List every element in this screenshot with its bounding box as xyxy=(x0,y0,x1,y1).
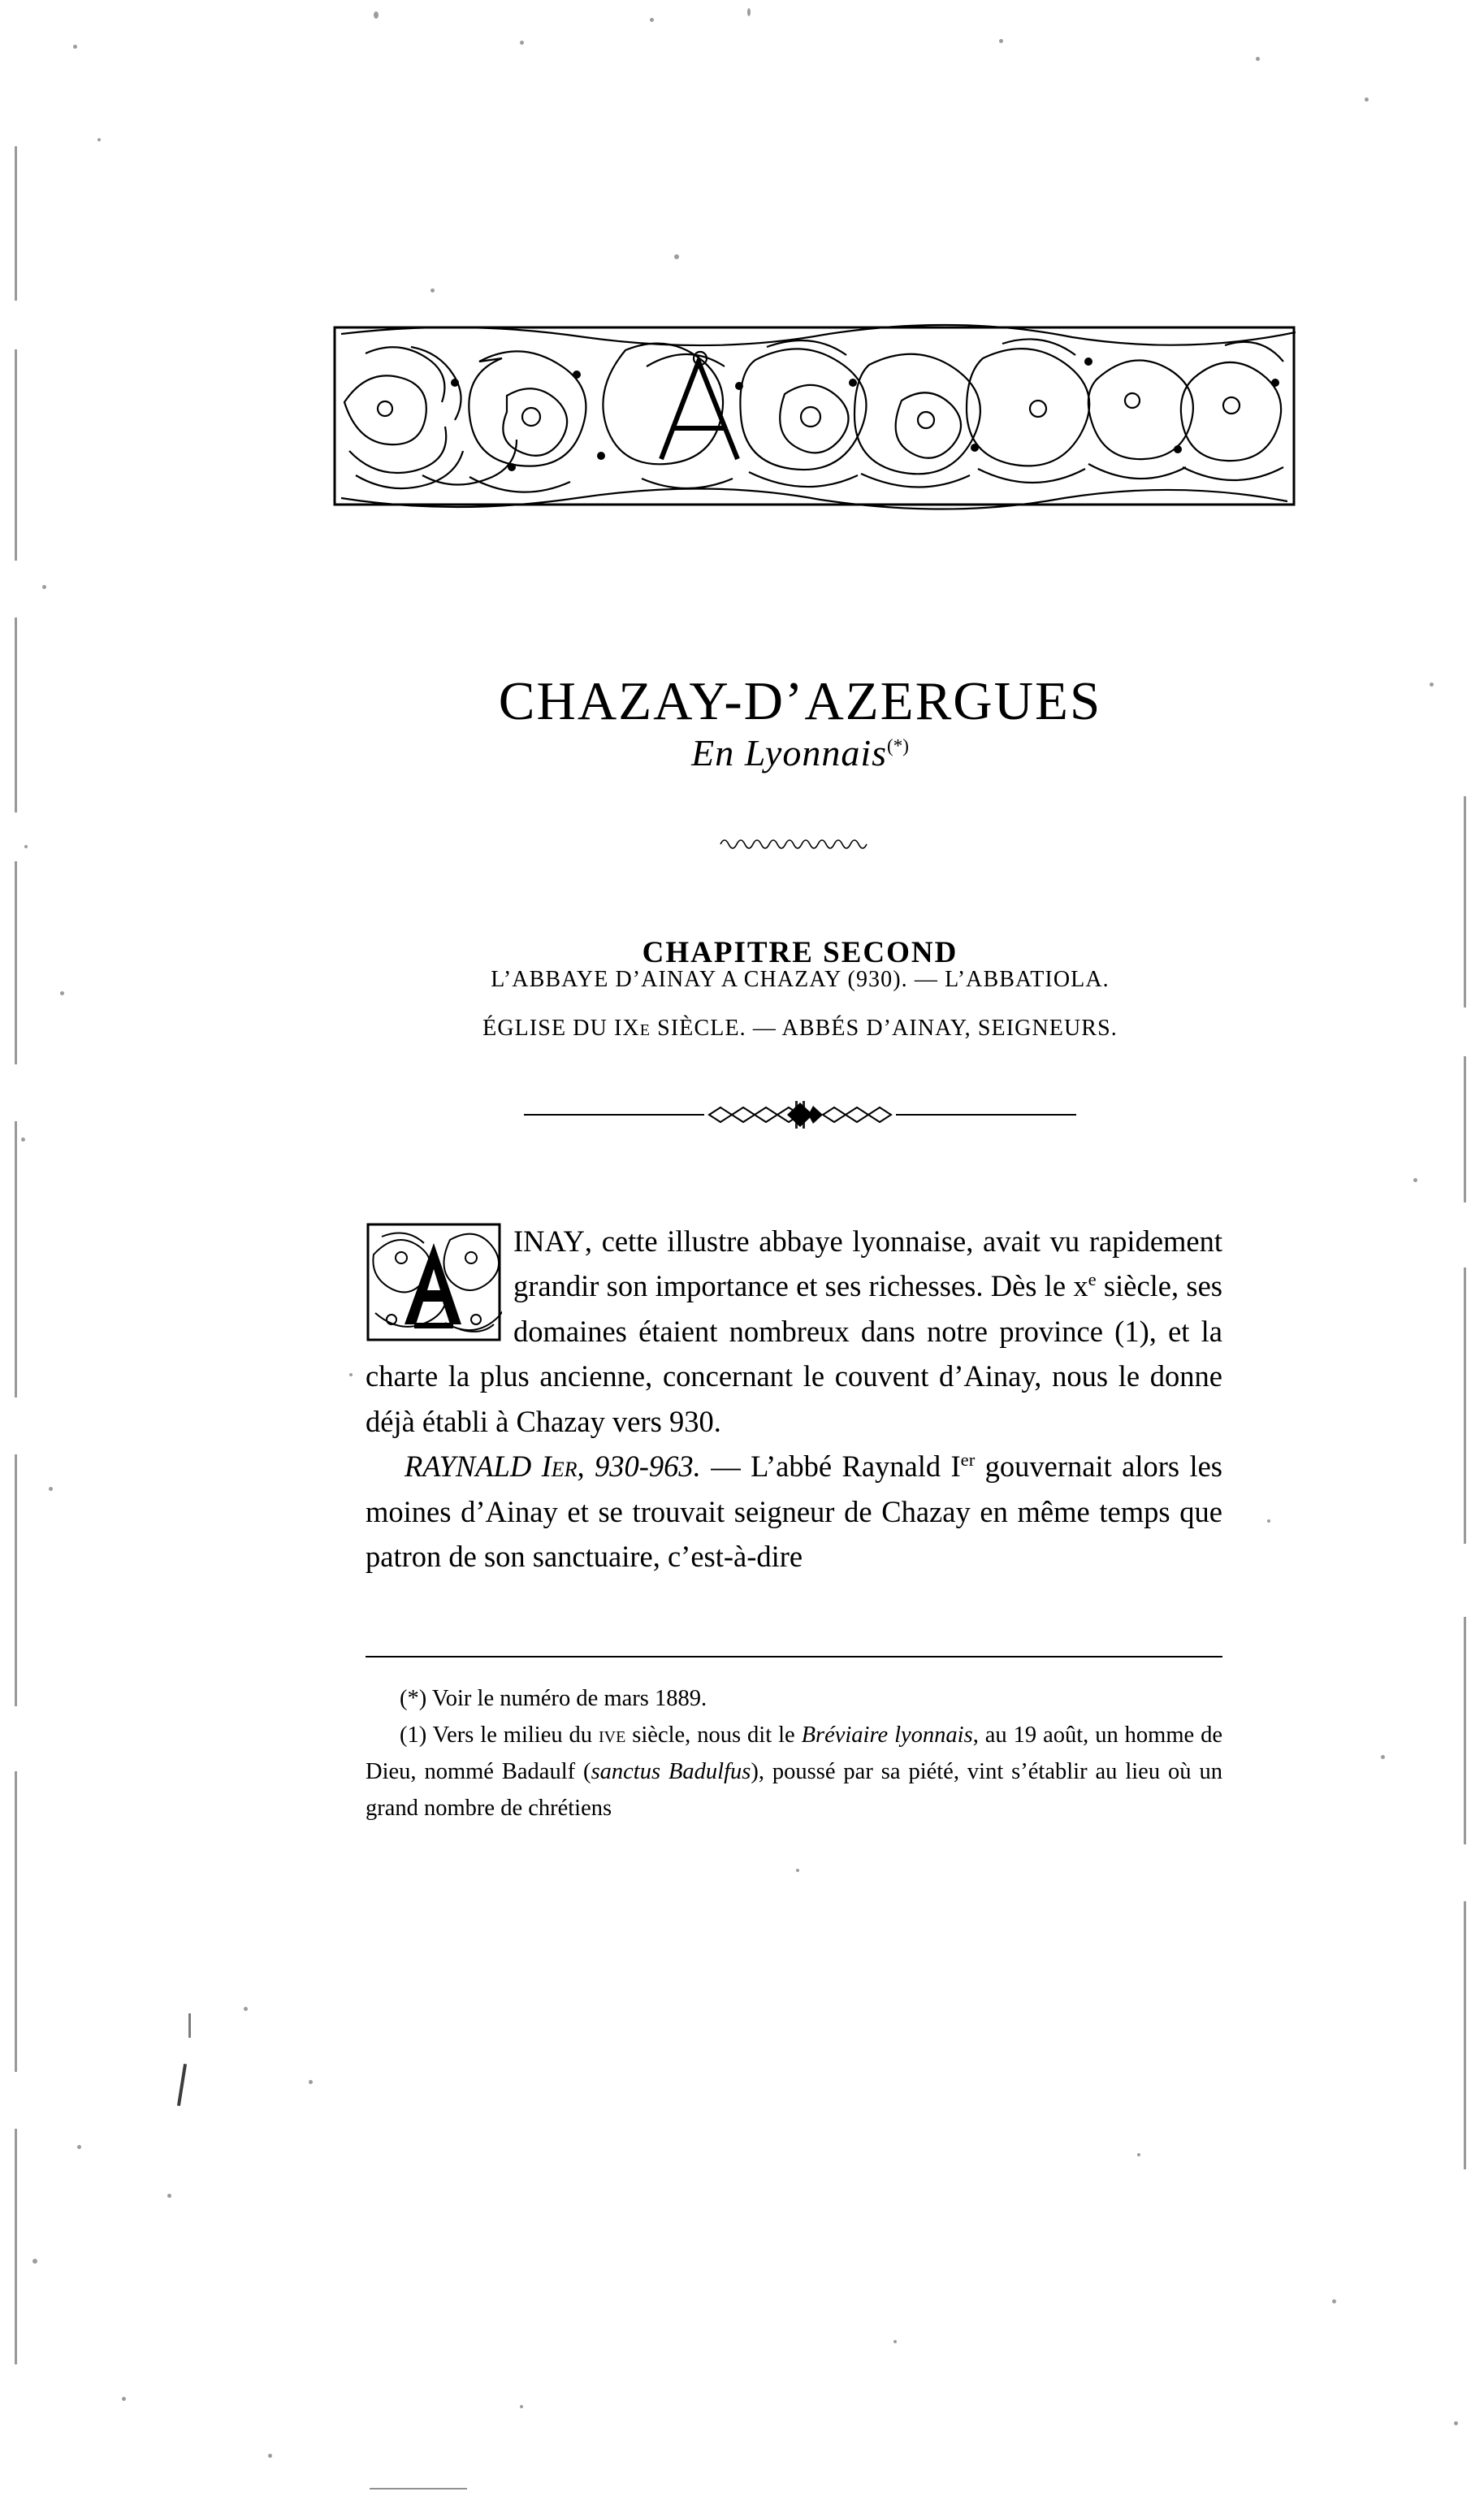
page-title: CHAZAY-D’AZERGUES xyxy=(498,670,1102,731)
chapter-subheading-line-1: L’ABBAYE D’AINAY A CHAZAY (930). — L’ABBATIOLA. xyxy=(491,967,1110,992)
subtitle-footnote-marker: (*) xyxy=(887,735,909,756)
footnote-2 xyxy=(366,1717,1222,1826)
footnote-2-italic-latin: sanctus Badulfus xyxy=(591,1759,751,1785)
footnote-2-text: Vers le milieu du ive siècle, nous dit le Bréviaire lyonnais, au 19 août, un homme de Dieu, nommé Badaulf (sanctus Badulfus), poussé par sa piété, vint s’établir au lieu où un grand nombre de chrétiens xyxy=(366,1722,1222,1822)
body-paragraph-2 xyxy=(366,1444,1222,1579)
footnote-1 xyxy=(366,1680,1222,1717)
page-subtitle xyxy=(366,731,1235,774)
subtitle-text: En Lyonnais xyxy=(691,732,888,774)
body-paragraph-2-text: — L’abbé Raynald Ier gouvernait alors les moines d’Ainay et se trouvait seigneur de Chazay en même temps que patron de son sanctuaire, c’est-à-dire xyxy=(366,1450,1223,1574)
scan-artifact-bottom-dash xyxy=(370,2488,467,2490)
footnote-block xyxy=(366,1680,1222,1826)
diamond-chain-divider-ornament-icon xyxy=(524,1101,1076,1129)
drop-cap-initial-a xyxy=(366,1222,502,1342)
footnote-1-marker: (*) xyxy=(400,1686,427,1711)
scan-artifact-slash xyxy=(177,2064,187,2106)
chapter-subheading-line-2: ÉGLISE DU IXe SIÈCLE. — ABBÉS D’AINAY, SEIGNEURS. xyxy=(482,1016,1118,1041)
body-paragraph-1-opening: INAY xyxy=(513,1224,585,1258)
foliate-headpiece-ornament-icon xyxy=(333,305,1296,528)
body-paragraph-1-text: , cette illustre abbaye lyonnaise, avait vu rapidement grandir son importance et ses richesses. Dès le $x^e$ siècle, ses domaines étaient nombreux dans notre province (1), et la charte la plus ancienne, concernant le couvent d’Ainay, nous le donne déjà établi à Chazay vers 930. xyxy=(366,1224,1222,1438)
body-paragraph-2-lead: RAYNALD Ier, 930-963. xyxy=(405,1450,701,1484)
footnote-1-text: Voir le numéro de mars 1889. xyxy=(431,1686,707,1711)
footnote-separator-rule xyxy=(366,1656,1222,1658)
body-paragraph-1 xyxy=(366,1219,1222,1444)
squiggle-rule-ornament-icon xyxy=(366,833,1235,854)
footnote-2-italic-title: Bréviaire lyonnais xyxy=(801,1722,973,1748)
footnote-2-marker: (1) xyxy=(400,1722,427,1748)
scan-artifact-tick xyxy=(188,2013,191,2038)
body-text xyxy=(366,1219,1222,1580)
chapter-heading: CHAPITRE SECOND xyxy=(642,935,958,969)
